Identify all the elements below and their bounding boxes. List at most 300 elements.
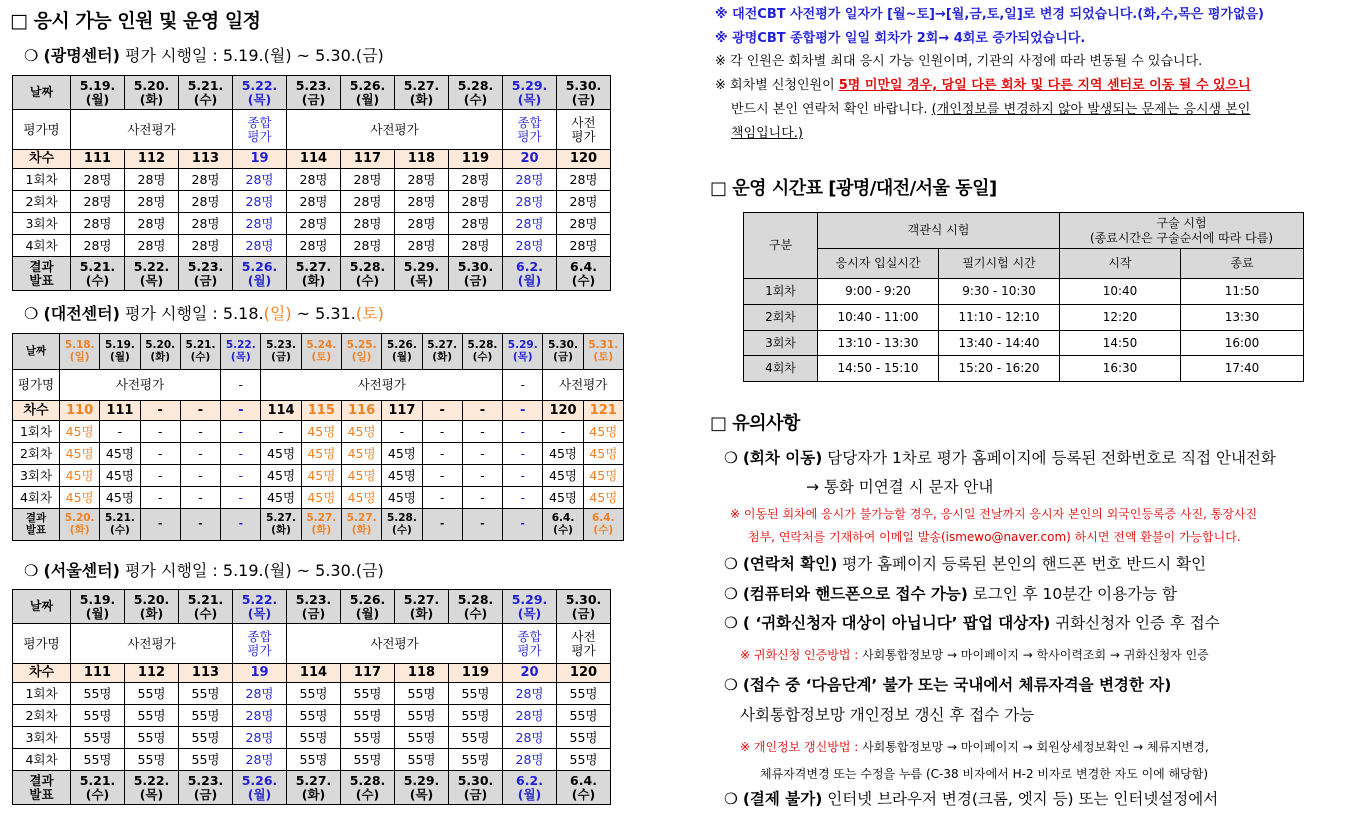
capacity-cell: 55명 <box>395 749 449 771</box>
capacity-cell: 55명 <box>179 705 233 727</box>
capacity-cell: 28명 <box>71 235 125 257</box>
capacity-cell: 28명 <box>233 705 287 727</box>
row-label-round: 3회차 <box>13 727 71 749</box>
date-cell: 5.31. (토) <box>583 334 623 370</box>
date-cell: 5.19. (월) <box>100 334 140 370</box>
capacity-cell: 55명 <box>179 727 233 749</box>
capacity-cell: 28명 <box>395 235 449 257</box>
date-cell: 5.20. (화) <box>140 334 180 370</box>
chasu-cell: - <box>221 401 261 421</box>
row-label-round: 3회차 <box>13 465 60 487</box>
row-label-date: 날짜 <box>13 590 71 624</box>
capacity-cell: 55명 <box>287 727 341 749</box>
oral-end: 17:40 <box>1181 356 1304 382</box>
chasu-cell: - <box>503 401 543 421</box>
gwangmyeong-schedule-table <box>12 75 611 291</box>
capacity-cell: 55명 <box>125 683 179 705</box>
row-label: 3회차 <box>744 331 818 356</box>
capacity-cell: - <box>180 443 220 465</box>
table-row <box>13 191 611 213</box>
result-date-cell: 5.27. (화) <box>301 509 341 541</box>
capacity-cell: 28명 <box>233 749 287 771</box>
capacity-cell: 45명 <box>100 443 140 465</box>
capacity-cell: 28명 <box>503 705 557 727</box>
date-cell: 5.21. (수) <box>179 76 233 110</box>
table-row <box>744 279 1304 305</box>
exam-name-cell: 사전평가 <box>71 110 233 150</box>
date-cell: 5.30. (금) <box>557 76 611 110</box>
center-label: (대전센터) <box>43 304 120 323</box>
capacity-cell: 28명 <box>503 213 557 235</box>
capacity-cell: 28명 <box>503 749 557 771</box>
date-cell: 5.28. (수) <box>449 590 503 624</box>
result-date-cell: 5.27. (화) <box>287 771 341 805</box>
result-date-cell: 5.29. (목) <box>395 257 449 291</box>
capacity-cell: 55명 <box>449 683 503 705</box>
date-cell: 5.20. (화) <box>125 76 179 110</box>
date-cell: 5.23. (금) <box>287 76 341 110</box>
capacity-cell: 28명 <box>71 191 125 213</box>
caution-move: ❍ (회차 이동) 담당자가 1차로 평가 홈페이지에 등록된 전화번호로 직접 안내전화 <box>724 449 1276 467</box>
entry-time: 9:00 - 9:20 <box>818 279 939 305</box>
result-date-cell: 5.29. (목) <box>395 771 449 805</box>
row-label-round: 1회차 <box>13 169 71 191</box>
chasu-cell: - <box>180 401 220 421</box>
oral-start: 14:50 <box>1060 331 1181 356</box>
capacity-cell: - <box>221 421 261 443</box>
th-gubun: 구분 <box>744 213 818 279</box>
capacity-cell: 28명 <box>233 169 287 191</box>
capacity-cell: 28명 <box>233 191 287 213</box>
capacity-cell: 28명 <box>503 169 557 191</box>
capacity-cell: 28명 <box>287 169 341 191</box>
chasu-cell: 19 <box>233 664 287 683</box>
table-row <box>13 749 611 771</box>
capacity-cell: 45명 <box>341 443 381 465</box>
notice-gwangmyeong-change: ※ 광명CBT 종합평가 일일 회차가 2회→ 4회로 증가되었습니다. <box>715 31 1086 46</box>
row-label-round: 3회차 <box>13 213 71 235</box>
section-title-cautions: □ 유의사항 <box>710 413 800 434</box>
chasu-cell: 117 <box>341 150 395 169</box>
capacity-cell: - <box>503 421 543 443</box>
result-date-cell: - <box>462 509 502 541</box>
capacity-cell: 28명 <box>71 169 125 191</box>
capacity-cell: 55명 <box>557 683 611 705</box>
capacity-cell: 45명 <box>261 465 301 487</box>
chasu-cell: 119 <box>449 664 503 683</box>
exam-time: 11:10 - 12:10 <box>939 305 1060 331</box>
period-text: 평가 시행일 : 5.19.(월) ~ 5.30.(금) <box>124 46 384 65</box>
capacity-cell: 45명 <box>301 443 341 465</box>
daejeon-schedule-table <box>12 333 624 541</box>
caution-device: ❍ (컴퓨터와 핸드폰으로 접수 가능) 로그인 후 10분간 이용가능 함 <box>724 585 1177 603</box>
capacity-cell: - <box>180 421 220 443</box>
capacity-cell: 28명 <box>125 213 179 235</box>
capacity-cell: 45명 <box>60 465 100 487</box>
th-start: 시작 <box>1060 249 1181 279</box>
result-date-cell: 5.22. (목) <box>125 771 179 805</box>
exam-name-cell: 사전평가 <box>60 370 221 401</box>
notice-daejeon-change: ※ 대전CBT 사전평가 일자가 [월~토]→[월,금,토,일]로 변경 되었습니다.(화,수,목은 평가없음) <box>715 7 1264 22</box>
caution-refund-2: 첨부, 연락처를 기재하여 이메일 발송(ismewo@naver.com) 하시면 전액 환불이 가능합니다. <box>748 530 1241 544</box>
table-row <box>13 727 611 749</box>
date-cell: 5.19. (월) <box>71 590 125 624</box>
bullet-icon: ❍ <box>724 585 738 603</box>
row-label-result: 결과 발표 <box>13 771 71 805</box>
row-label-name: 평가명 <box>13 110 71 150</box>
exam-name-cell: 사전평가 <box>543 370 624 401</box>
th-end: 종료 <box>1181 249 1304 279</box>
capacity-cell: 55명 <box>395 705 449 727</box>
table-row <box>744 305 1304 331</box>
capacity-cell: - <box>180 487 220 509</box>
result-date-cell: - <box>422 509 462 541</box>
result-date-cell: 5.22. (목) <box>125 257 179 291</box>
date-cell: 5.27. (화) <box>395 76 449 110</box>
oral-end: 13:30 <box>1181 305 1304 331</box>
capacity-cell: - <box>140 421 180 443</box>
result-date-cell: 6.4. (수) <box>557 771 611 805</box>
oral-start: 12:20 <box>1060 305 1181 331</box>
notice-responsibility: 책임입니다.) <box>731 126 803 141</box>
result-date-cell: 5.28. (수) <box>382 509 422 541</box>
row-label: 1회차 <box>744 279 818 305</box>
chasu-cell: 120 <box>557 150 611 169</box>
caution-naturalization: ❍ ( ‘귀화신청자 대상이 아닙니다’ 팝업 대상자) 귀화신청자 인증 후 접수 <box>724 614 1220 632</box>
capacity-cell: 28명 <box>125 169 179 191</box>
chasu-cell: 114 <box>261 401 301 421</box>
capacity-cell: 45명 <box>583 487 623 509</box>
chasu-cell: 114 <box>287 150 341 169</box>
capacity-cell: 28명 <box>125 191 179 213</box>
capacity-cell: 55명 <box>557 749 611 771</box>
result-date-cell: 5.23. (금) <box>179 257 233 291</box>
center-label: (광명센터) <box>43 46 120 65</box>
caution-payment: ❍ (결제 불가) 인터넷 브라우저 변경(크롬, 엣지 등) 또는 인터넷설정에서 <box>724 790 1219 808</box>
capacity-cell: - <box>462 443 502 465</box>
capacity-cell: - <box>221 443 261 465</box>
capacity-cell: 45명 <box>341 421 381 443</box>
capacity-cell: 45명 <box>583 443 623 465</box>
result-date-cell: 5.21. (수) <box>71 257 125 291</box>
capacity-cell: - <box>422 421 462 443</box>
row-label-chasu: 차수 <box>13 664 71 683</box>
row-label-round: 1회차 <box>13 421 60 443</box>
date-cell: 5.26. (월) <box>382 334 422 370</box>
exam-name-cell: 종합 평가 <box>503 624 557 664</box>
notice-contact: 반드시 본인 연락처 확인 바랍니다. (개인정보를 변경하지 않아 발생되는 문제는 응시생 본인 <box>731 102 1251 117</box>
result-date-cell: - <box>221 509 261 541</box>
notice-minimum: ※ 회차별 신청인원이 5명 미만일 경우, 당일 다른 회차 및 다른 지역 센터로 이동 될 수 있으니 <box>715 78 1251 93</box>
chasu-cell: 111 <box>71 150 125 169</box>
section-title-schedule: □ 응시 가능 인원 및 운영 일정 <box>10 10 261 32</box>
date-cell: 5.25. (일) <box>341 334 381 370</box>
capacity-cell: - <box>543 421 583 443</box>
date-cell: 5.27. (화) <box>395 590 449 624</box>
entry-time: 13:10 - 13:30 <box>818 331 939 356</box>
bullet-icon: ❍ <box>724 676 738 694</box>
capacity-cell: - <box>503 443 543 465</box>
table-row <box>13 443 624 465</box>
chasu-cell: 111 <box>71 664 125 683</box>
caution-contact: ❍ (연락처 확인) 평가 홈페이지 등록된 본인의 핸드폰 번호 반드시 확인 <box>724 555 1207 573</box>
chasu-cell: 118 <box>395 664 449 683</box>
exam-name-cell: 사전평가 <box>71 624 233 664</box>
exam-name-cell: 사전 평가 <box>557 110 611 150</box>
capacity-cell: 28명 <box>557 191 611 213</box>
result-date-cell: 5.30. (금) <box>449 257 503 291</box>
capacity-cell: 28명 <box>287 213 341 235</box>
bullet-icon: ❍ <box>24 561 39 580</box>
th-exam: 필기시험 시간 <box>939 249 1060 279</box>
capacity-cell: 28명 <box>503 683 557 705</box>
capacity-cell: - <box>422 465 462 487</box>
result-date-cell: 6.4. (수) <box>557 257 611 291</box>
chasu-cell: 121 <box>583 401 623 421</box>
capacity-cell: 55명 <box>287 705 341 727</box>
table-row <box>744 356 1304 382</box>
caution-update-info: 사회통합정보망 개인정보 갱신 후 접수 가능 <box>740 706 1035 724</box>
table-row <box>13 421 624 443</box>
capacity-cell: 45명 <box>382 487 422 509</box>
capacity-cell: 45명 <box>341 487 381 509</box>
result-date-cell: 5.26. (월) <box>233 257 287 291</box>
capacity-cell: 45명 <box>543 465 583 487</box>
capacity-cell: 28명 <box>233 235 287 257</box>
capacity-cell: 28명 <box>557 213 611 235</box>
chasu-cell: 114 <box>287 664 341 683</box>
entry-time: 14:50 - 15:10 <box>818 356 939 382</box>
capacity-cell: 28명 <box>233 213 287 235</box>
row-label-chasu: 차수 <box>13 150 71 169</box>
exam-name-cell: 사전평가 <box>261 370 503 401</box>
capacity-cell: 28명 <box>503 727 557 749</box>
capacity-cell: 55명 <box>449 727 503 749</box>
table-row <box>13 213 611 235</box>
row-label: 2회차 <box>744 305 818 331</box>
row-label-round: 4회차 <box>13 487 60 509</box>
capacity-cell: 45명 <box>543 443 583 465</box>
chasu-cell: 110 <box>60 401 100 421</box>
date-cell: 5.24. (토) <box>301 334 341 370</box>
seoul-heading <box>24 558 384 581</box>
capacity-cell: 28명 <box>287 235 341 257</box>
row-label-date: 날짜 <box>13 334 60 370</box>
date-cell: 5.23. (금) <box>261 334 301 370</box>
chasu-cell: 117 <box>382 401 422 421</box>
chasu-cell: - <box>140 401 180 421</box>
capacity-cell: 45명 <box>341 465 381 487</box>
capacity-cell: 28명 <box>557 235 611 257</box>
capacity-cell: 45명 <box>382 443 422 465</box>
capacity-cell: 28명 <box>341 169 395 191</box>
table-row <box>13 235 611 257</box>
result-date-cell: 5.23. (금) <box>179 771 233 805</box>
exam-name-cell: - <box>221 370 261 401</box>
capacity-cell: 28명 <box>233 683 287 705</box>
oral-start: 10:40 <box>1060 279 1181 305</box>
row-label-name: 평가명 <box>13 624 71 664</box>
capacity-cell: 45명 <box>382 465 422 487</box>
notice-capacity: ※ 각 인원은 회차별 최대 응시 가능 인원이며, 기관의 사정에 따라 변동될 수 있습니다. <box>715 54 1203 69</box>
capacity-cell: 55명 <box>71 683 125 705</box>
capacity-cell: 55명 <box>125 749 179 771</box>
capacity-cell: - <box>140 487 180 509</box>
row-label-round: 1회차 <box>13 683 71 705</box>
capacity-cell: 55명 <box>557 705 611 727</box>
chasu-cell: - <box>422 401 462 421</box>
center-label: (서울센터) <box>43 561 120 580</box>
exam-name-cell: 사전평가 <box>287 110 503 150</box>
table-row <box>13 465 624 487</box>
result-date-cell: 5.30. (금) <box>449 771 503 805</box>
capacity-cell: 55명 <box>341 749 395 771</box>
capacity-cell: 55명 <box>449 749 503 771</box>
capacity-cell: 45명 <box>583 465 623 487</box>
capacity-cell: 28명 <box>179 191 233 213</box>
capacity-cell: - <box>180 465 220 487</box>
date-cell: 5.18. (일) <box>60 334 100 370</box>
row-label-round: 4회차 <box>13 749 71 771</box>
exam-name-cell: 사전 평가 <box>557 624 611 664</box>
period-text: 평가 시행일 : 5.19.(월) ~ 5.30.(금) <box>124 561 384 580</box>
date-cell: 5.27. (화) <box>422 334 462 370</box>
row-label: 4회차 <box>744 356 818 382</box>
result-date-cell: 6.2. (월) <box>503 257 557 291</box>
capacity-cell: 45명 <box>543 487 583 509</box>
date-cell: 5.30. (금) <box>543 334 583 370</box>
oral-start: 16:30 <box>1060 356 1181 382</box>
chasu-cell: 112 <box>125 150 179 169</box>
caution-refund-1: ※ 이동된 회차에 응시가 불가능할 경우, 응시일 전날까지 응시자 본인의 외국인등록증 사진, 통장사진 <box>730 507 1258 521</box>
bullet-icon: ❍ <box>724 790 738 808</box>
timetable-table <box>743 212 1304 382</box>
th-oral: 구술 시험 (종료시간은 구술순서에 따라 다름) <box>1060 213 1304 249</box>
caution-next-step: ❍ (접수 중 ‘다음단계’ 불가 또는 국내에서 체류자격을 변경한 자) <box>724 676 1172 694</box>
row-label-round: 2회차 <box>13 191 71 213</box>
capacity-cell: - <box>462 465 502 487</box>
date-cell: 5.28. (수) <box>449 76 503 110</box>
capacity-cell: 55명 <box>287 683 341 705</box>
date-cell: 5.30. (금) <box>557 590 611 624</box>
capacity-cell: - <box>261 421 301 443</box>
capacity-cell: - <box>140 465 180 487</box>
gwangmyeong-heading <box>24 43 384 66</box>
capacity-cell: 28명 <box>449 191 503 213</box>
capacity-cell: 28명 <box>449 235 503 257</box>
chasu-cell: 112 <box>125 664 179 683</box>
date-cell: 5.23. (금) <box>287 590 341 624</box>
chasu-cell: 113 <box>179 150 233 169</box>
capacity-cell: - <box>503 487 543 509</box>
capacity-cell: 45명 <box>60 443 100 465</box>
exam-time: 15:20 - 16:20 <box>939 356 1060 382</box>
exam-name-cell: 사전평가 <box>287 624 503 664</box>
capacity-cell: 55명 <box>125 705 179 727</box>
capacity-cell: 55명 <box>179 749 233 771</box>
capacity-cell: 28명 <box>287 191 341 213</box>
capacity-cell: 28명 <box>341 213 395 235</box>
result-date-cell: 6.4. (수) <box>543 509 583 541</box>
chasu-cell: - <box>462 401 502 421</box>
result-date-cell: - <box>503 509 543 541</box>
capacity-cell: 28명 <box>395 169 449 191</box>
capacity-cell: 28명 <box>449 213 503 235</box>
capacity-cell: - <box>221 465 261 487</box>
exam-name-cell: 종합 평가 <box>503 110 557 150</box>
chasu-cell: 20 <box>503 150 557 169</box>
chasu-cell: 115 <box>301 401 341 421</box>
row-label-chasu: 차수 <box>13 401 60 421</box>
capacity-cell: - <box>462 487 502 509</box>
table-row <box>13 683 611 705</box>
date-cell: 5.29. (목) <box>503 334 543 370</box>
capacity-cell: 28명 <box>557 169 611 191</box>
capacity-cell: 55명 <box>71 749 125 771</box>
capacity-cell: 45명 <box>60 421 100 443</box>
capacity-cell: 45명 <box>100 465 140 487</box>
date-cell: 5.21. (수) <box>179 590 233 624</box>
th-written: 객관식 시험 <box>818 213 1060 249</box>
capacity-cell: - <box>382 421 422 443</box>
date-cell: 5.29. (목) <box>503 76 557 110</box>
capacity-cell: 28명 <box>179 213 233 235</box>
capacity-cell: 28명 <box>179 169 233 191</box>
bullet-icon: ❍ <box>24 46 39 65</box>
capacity-cell: 55명 <box>395 727 449 749</box>
bullet-icon: ❍ <box>24 304 39 323</box>
capacity-cell: 45명 <box>261 487 301 509</box>
exam-time: 9:30 - 10:30 <box>939 279 1060 305</box>
capacity-cell: 55명 <box>449 705 503 727</box>
capacity-cell: 28명 <box>395 191 449 213</box>
result-date-cell: 6.2. (월) <box>503 771 557 805</box>
capacity-cell: 55명 <box>341 683 395 705</box>
result-date-cell: 5.21. (수) <box>100 509 140 541</box>
caution-update-method-2: 체류자격변경 또는 수정을 누름 (C-38 비자에서 H-2 비자로 변경한 자도 이에 해당함) <box>760 767 1209 781</box>
capacity-cell: - <box>503 465 543 487</box>
table-row <box>13 487 624 509</box>
capacity-cell: 55명 <box>71 727 125 749</box>
chasu-cell: 116 <box>341 401 381 421</box>
date-cell: 5.29. (목) <box>503 590 557 624</box>
capacity-cell: 28명 <box>125 235 179 257</box>
capacity-cell: 55명 <box>125 727 179 749</box>
capacity-cell: - <box>100 421 140 443</box>
capacity-cell: 28명 <box>395 213 449 235</box>
capacity-cell: 28명 <box>503 191 557 213</box>
table-row <box>744 331 1304 356</box>
capacity-cell: 55명 <box>341 705 395 727</box>
capacity-cell: 55명 <box>341 727 395 749</box>
result-date-cell: 5.28. (수) <box>341 257 395 291</box>
entry-time: 10:40 - 11:00 <box>818 305 939 331</box>
result-date-cell: 5.20. (화) <box>60 509 100 541</box>
exam-name-cell: - <box>503 370 543 401</box>
capacity-cell: 45명 <box>583 421 623 443</box>
capacity-cell: 45명 <box>301 465 341 487</box>
daejeon-heading <box>24 301 384 324</box>
row-label-round: 2회차 <box>13 705 71 727</box>
capacity-cell: 45명 <box>301 421 341 443</box>
capacity-cell: 45명 <box>261 443 301 465</box>
result-date-cell: 5.26. (월) <box>233 771 287 805</box>
exam-time: 13:40 - 14:40 <box>939 331 1060 356</box>
date-cell: 5.22. (목) <box>233 590 287 624</box>
chasu-cell: 117 <box>341 664 395 683</box>
capacity-cell: 28명 <box>71 213 125 235</box>
row-label-result: 결과 발표 <box>13 509 60 541</box>
